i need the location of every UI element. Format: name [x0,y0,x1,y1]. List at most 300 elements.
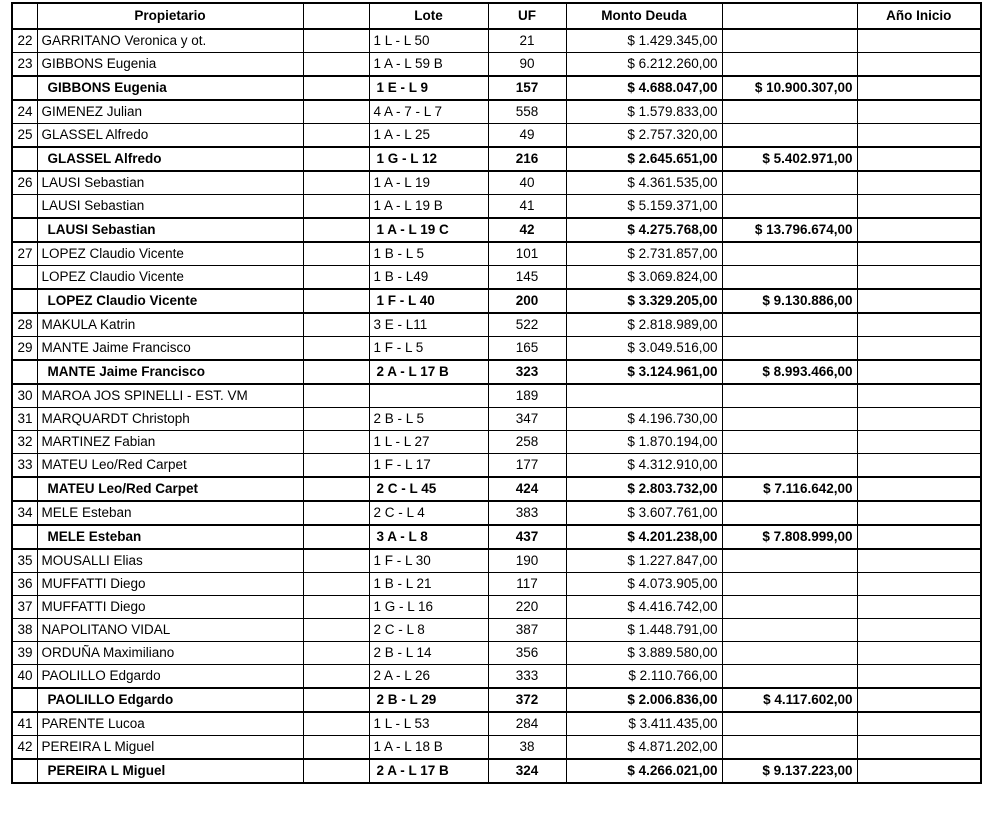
table-row-subtotal[interactable] [12,525,981,549]
cell-lote[interactable]: 1 A - L 25 [369,124,488,148]
cell-spacer[interactable] [303,431,369,454]
cell-uf[interactable]: 284 [488,712,566,736]
cell-uf[interactable]: 437 [488,525,566,549]
cell-monto-deuda[interactable]: $ 2.006.836,00 [566,688,722,712]
cell-index[interactable] [12,525,37,549]
cell-uf[interactable]: 145 [488,266,566,290]
cell-anio-inicio[interactable] [857,266,981,290]
cell-total[interactable] [722,665,857,689]
cell-propietario[interactable]: PEREIRA L Miguel [37,759,303,783]
cell-spacer[interactable] [303,218,369,242]
cell-spacer[interactable] [303,525,369,549]
cell-index[interactable]: 41 [12,712,37,736]
table-row[interactable] [12,665,981,689]
cell-monto-deuda[interactable]: $ 4.266.021,00 [566,759,722,783]
cell-total[interactable]: $ 8.993.466,00 [722,360,857,384]
cell-lote[interactable]: 1 B - L49 [369,266,488,290]
table-row[interactable] [12,736,981,760]
table-row[interactable] [12,596,981,619]
table-row[interactable] [12,124,981,148]
cell-spacer[interactable] [303,759,369,783]
cell-monto-deuda[interactable]: $ 1.579.833,00 [566,100,722,124]
column-header-lote: Lote [369,3,488,29]
cell-propietario[interactable]: ORDUÑA Maximiliano [37,642,303,665]
table-row-subtotal[interactable] [12,76,981,100]
cell-lote[interactable]: 2 B - L 14 [369,642,488,665]
cell-propietario[interactable]: MAROA JOS SPINELLI - EST. VM [37,384,303,408]
cell-spacer[interactable] [303,619,369,642]
cell-spacer[interactable] [303,289,369,313]
cell-monto-deuda[interactable]: $ 2.803.732,00 [566,477,722,501]
cell-spacer[interactable] [303,736,369,760]
cell-anio-inicio[interactable] [857,124,981,148]
cell-anio-inicio[interactable] [857,337,981,361]
table-row[interactable] [12,408,981,431]
cell-uf[interactable]: 200 [488,289,566,313]
cell-propietario[interactable]: PARENTE Lucoa [37,712,303,736]
table-row-subtotal[interactable] [12,759,981,783]
cell-propietario[interactable]: MOUSALLI Elias [37,549,303,573]
cell-spacer[interactable] [303,53,369,77]
column-header-monto-deuda: Monto Deuda [566,3,722,29]
cell-monto-deuda[interactable]: $ 4.688.047,00 [566,76,722,100]
cell-monto-deuda[interactable]: $ 4.073.905,00 [566,573,722,596]
cell-total[interactable] [722,100,857,124]
cell-anio-inicio[interactable] [857,712,981,736]
cell-lote[interactable]: 1 F - L 40 [369,289,488,313]
cell-index[interactable] [12,266,37,290]
cell-index[interactable] [12,195,37,219]
cell-lote[interactable] [369,384,488,408]
cell-index[interactable] [12,289,37,313]
cell-index[interactable]: 26 [12,171,37,195]
cell-monto-deuda[interactable]: $ 2.757.320,00 [566,124,722,148]
cell-anio-inicio[interactable] [857,477,981,501]
cell-spacer[interactable] [303,665,369,689]
cell-lote[interactable]: 3 A - L 8 [369,525,488,549]
cell-index[interactable]: 29 [12,337,37,361]
cell-monto-deuda[interactable]: $ 3.049.516,00 [566,337,722,361]
cell-propietario[interactable]: MUFFATTI Diego [37,596,303,619]
cell-anio-inicio[interactable] [857,53,981,77]
cell-anio-inicio[interactable] [857,619,981,642]
table-row[interactable] [12,53,981,77]
cell-monto-deuda[interactable] [566,384,722,408]
cell-lote[interactable]: 1 F - L 17 [369,454,488,478]
cell-uf[interactable]: 220 [488,596,566,619]
cell-propietario[interactable]: GLASSEL Alfredo [37,124,303,148]
cell-index[interactable]: 27 [12,242,37,266]
cell-total[interactable]: $ 5.402.971,00 [722,147,857,171]
cell-total[interactable] [722,501,857,525]
table-row[interactable] [12,454,981,478]
cell-anio-inicio[interactable] [857,242,981,266]
cell-lote[interactable]: 1 A - L 59 B [369,53,488,77]
cell-uf[interactable]: 258 [488,431,566,454]
cell-monto-deuda[interactable]: $ 5.159.371,00 [566,195,722,219]
cell-anio-inicio[interactable] [857,549,981,573]
cell-uf[interactable]: 90 [488,53,566,77]
column-header-index [12,3,37,29]
cell-propietario[interactable]: MELE Esteban [37,525,303,549]
cell-monto-deuda[interactable]: $ 3.607.761,00 [566,501,722,525]
cell-index[interactable]: 34 [12,501,37,525]
cell-anio-inicio[interactable] [857,76,981,100]
cell-monto-deuda[interactable]: $ 4.201.238,00 [566,525,722,549]
table-body [12,29,981,783]
cell-monto-deuda[interactable]: $ 2.645.651,00 [566,147,722,171]
cell-uf[interactable]: 38 [488,736,566,760]
cell-lote[interactable]: 2 B - L 29 [369,688,488,712]
cell-lote[interactable]: 2 B - L 5 [369,408,488,431]
debt-table [11,2,982,784]
cell-anio-inicio[interactable] [857,759,981,783]
table-row-subtotal[interactable] [12,289,981,313]
cell-monto-deuda[interactable]: $ 4.416.742,00 [566,596,722,619]
cell-spacer[interactable] [303,266,369,290]
cell-total[interactable] [722,642,857,665]
cell-monto-deuda[interactable]: $ 3.889.580,00 [566,642,722,665]
cell-total[interactable] [722,124,857,148]
cell-spacer[interactable] [303,147,369,171]
cell-propietario[interactable]: MAKULA Katrin [37,313,303,337]
table-row[interactable] [12,29,981,53]
cell-total[interactable]: $ 13.796.674,00 [722,218,857,242]
cell-index[interactable]: 31 [12,408,37,431]
table-header [12,3,981,29]
cell-anio-inicio[interactable] [857,454,981,478]
cell-uf[interactable]: 216 [488,147,566,171]
cell-total[interactable]: $ 9.137.223,00 [722,759,857,783]
cell-monto-deuda[interactable]: $ 3.069.824,00 [566,266,722,290]
cell-propietario[interactable]: LOPEZ Claudio Vicente [37,266,303,290]
cell-total[interactable] [722,408,857,431]
cell-anio-inicio[interactable] [857,218,981,242]
column-header-total [722,3,857,29]
cell-spacer[interactable] [303,337,369,361]
cell-total[interactable] [722,549,857,573]
cell-lote[interactable]: 1 A - L 19 [369,171,488,195]
cell-anio-inicio[interactable] [857,573,981,596]
cell-index[interactable] [12,218,37,242]
cell-index[interactable] [12,76,37,100]
cell-lote[interactable]: 2 C - L 45 [369,477,488,501]
cell-anio-inicio[interactable] [857,147,981,171]
cell-propietario[interactable]: MARQUARDT Christoph [37,408,303,431]
cell-anio-inicio[interactable] [857,431,981,454]
cell-lote[interactable]: 2 A - L 17 B [369,360,488,384]
column-header-spacer [303,3,369,29]
cell-uf[interactable]: 323 [488,360,566,384]
cell-anio-inicio[interactable] [857,688,981,712]
table-row[interactable] [12,384,981,408]
cell-total[interactable] [722,619,857,642]
cell-spacer[interactable] [303,712,369,736]
cell-index[interactable] [12,360,37,384]
cell-propietario[interactable]: GIBBONS Eugenia [37,76,303,100]
table-row[interactable] [12,619,981,642]
cell-uf[interactable]: 522 [488,313,566,337]
cell-total[interactable]: $ 7.116.642,00 [722,477,857,501]
cell-uf[interactable]: 190 [488,549,566,573]
cell-uf[interactable]: 387 [488,619,566,642]
cell-anio-inicio[interactable] [857,501,981,525]
cell-monto-deuda[interactable]: $ 1.227.847,00 [566,549,722,573]
cell-anio-inicio[interactable] [857,29,981,53]
cell-total[interactable] [722,337,857,361]
cell-spacer[interactable] [303,477,369,501]
cell-uf[interactable]: 157 [488,76,566,100]
cell-total[interactable] [722,195,857,219]
table-row[interactable] [12,313,981,337]
cell-total[interactable] [722,53,857,77]
cell-uf[interactable]: 424 [488,477,566,501]
cell-spacer[interactable] [303,100,369,124]
table-row[interactable] [12,266,981,290]
cell-total[interactable]: $ 9.130.886,00 [722,289,857,313]
cell-propietario[interactable]: LOPEZ Claudio Vicente [37,289,303,313]
cell-total[interactable] [722,242,857,266]
cell-monto-deuda[interactable]: $ 3.411.435,00 [566,712,722,736]
table-row-subtotal[interactable] [12,688,981,712]
cell-monto-deuda[interactable]: $ 3.329.205,00 [566,289,722,313]
cell-index[interactable] [12,477,37,501]
table-row[interactable] [12,431,981,454]
cell-anio-inicio[interactable] [857,525,981,549]
cell-lote[interactable]: 1 F - L 30 [369,549,488,573]
cell-lote[interactable]: 2 A - L 26 [369,665,488,689]
cell-spacer[interactable] [303,76,369,100]
cell-uf[interactable]: 324 [488,759,566,783]
cell-uf[interactable]: 117 [488,573,566,596]
cell-monto-deuda[interactable]: $ 2.110.766,00 [566,665,722,689]
cell-index[interactable]: 33 [12,454,37,478]
cell-spacer[interactable] [303,384,369,408]
cell-monto-deuda[interactable]: $ 6.212.260,00 [566,53,722,77]
cell-propietario[interactable]: MARTINEZ Fabian [37,431,303,454]
cell-total[interactable] [722,712,857,736]
cell-index[interactable]: 28 [12,313,37,337]
cell-index[interactable]: 40 [12,665,37,689]
cell-propietario[interactable]: LOPEZ Claudio Vicente [37,242,303,266]
cell-propietario[interactable]: MANTE Jaime Francisco [37,337,303,361]
cell-propietario[interactable]: GLASSEL Alfredo [37,147,303,171]
cell-propietario[interactable]: PAOLILLO Edgardo [37,688,303,712]
cell-total[interactable] [722,431,857,454]
table-row[interactable] [12,195,981,219]
cell-total[interactable] [722,171,857,195]
table-row[interactable] [12,642,981,665]
cell-spacer[interactable] [303,688,369,712]
cell-spacer[interactable] [303,124,369,148]
cell-lote[interactable]: 1 G - L 12 [369,147,488,171]
cell-anio-inicio[interactable] [857,596,981,619]
cell-propietario[interactable]: LAUSI Sebastian [37,195,303,219]
cell-anio-inicio[interactable] [857,408,981,431]
cell-uf[interactable]: 177 [488,454,566,478]
cell-anio-inicio[interactable] [857,195,981,219]
cell-lote[interactable]: 3 E - L11 [369,313,488,337]
cell-total[interactable] [722,573,857,596]
header-row [12,3,981,29]
cell-anio-inicio[interactable] [857,171,981,195]
cell-propietario[interactable]: MATEU Leo/Red Carpet [37,477,303,501]
cell-anio-inicio[interactable] [857,313,981,337]
table-row-subtotal[interactable] [12,147,981,171]
cell-uf[interactable]: 101 [488,242,566,266]
cell-total[interactable] [722,736,857,760]
cell-index[interactable]: 32 [12,431,37,454]
table-row[interactable] [12,242,981,266]
cell-propietario[interactable]: PAOLILLO Edgardo [37,665,303,689]
cell-uf[interactable]: 49 [488,124,566,148]
cell-anio-inicio[interactable] [857,100,981,124]
cell-anio-inicio[interactable] [857,289,981,313]
cell-propietario[interactable]: PEREIRA L Miguel [37,736,303,760]
cell-index[interactable]: 37 [12,596,37,619]
cell-propietario[interactable]: MATEU Leo/Red Carpet [37,454,303,478]
table-row[interactable] [12,573,981,596]
column-header-uf: UF [488,3,566,29]
cell-propietario[interactable]: LAUSI Sebastian [37,218,303,242]
cell-anio-inicio[interactable] [857,360,981,384]
cell-spacer[interactable] [303,171,369,195]
cell-anio-inicio[interactable] [857,665,981,689]
table-row[interactable] [12,501,981,525]
cell-spacer[interactable] [303,313,369,337]
cell-lote[interactable]: 2 C - L 8 [369,619,488,642]
cell-monto-deuda[interactable]: $ 4.871.202,00 [566,736,722,760]
cell-uf[interactable]: 165 [488,337,566,361]
cell-anio-inicio[interactable] [857,736,981,760]
cell-monto-deuda[interactable]: $ 2.731.857,00 [566,242,722,266]
cell-lote[interactable]: 1 L - L 50 [369,29,488,53]
cell-total[interactable] [722,384,857,408]
table-row[interactable] [12,337,981,361]
cell-index[interactable]: 30 [12,384,37,408]
cell-propietario[interactable]: MELE Esteban [37,501,303,525]
cell-total[interactable] [722,454,857,478]
cell-index[interactable] [12,688,37,712]
cell-propietario[interactable]: LAUSI Sebastian [37,171,303,195]
cell-uf[interactable]: 347 [488,408,566,431]
cell-uf[interactable]: 558 [488,100,566,124]
cell-total[interactable] [722,29,857,53]
cell-index[interactable]: 23 [12,53,37,77]
cell-index[interactable]: 38 [12,619,37,642]
cell-lote[interactable]: 1 L - L 53 [369,712,488,736]
cell-index[interactable] [12,759,37,783]
cell-total[interactable]: $ 7.808.999,00 [722,525,857,549]
cell-uf[interactable]: 42 [488,218,566,242]
cell-monto-deuda[interactable]: $ 4.312.910,00 [566,454,722,478]
cell-index[interactable]: 22 [12,29,37,53]
cell-propietario[interactable]: MANTE Jaime Francisco [37,360,303,384]
cell-index[interactable]: 35 [12,549,37,573]
cell-spacer[interactable] [303,454,369,478]
cell-monto-deuda[interactable]: $ 1.429.345,00 [566,29,722,53]
cell-index[interactable]: 25 [12,124,37,148]
cell-spacer[interactable] [303,408,369,431]
cell-propietario[interactable]: MUFFATTI Diego [37,573,303,596]
cell-total[interactable] [722,596,857,619]
cell-index[interactable] [12,147,37,171]
cell-monto-deuda[interactable]: $ 4.196.730,00 [566,408,722,431]
cell-monto-deuda[interactable]: $ 4.361.535,00 [566,171,722,195]
cell-spacer[interactable] [303,642,369,665]
table-row[interactable] [12,171,981,195]
cell-monto-deuda[interactable]: $ 1.448.791,00 [566,619,722,642]
cell-monto-deuda[interactable]: $ 2.818.989,00 [566,313,722,337]
cell-propietario[interactable]: GIBBONS Eugenia [37,53,303,77]
cell-spacer[interactable] [303,195,369,219]
cell-uf[interactable]: 21 [488,29,566,53]
cell-spacer[interactable] [303,29,369,53]
cell-index[interactable]: 39 [12,642,37,665]
cell-lote[interactable]: 1 G - L 16 [369,596,488,619]
cell-lote[interactable]: 1 E - L 9 [369,76,488,100]
cell-anio-inicio[interactable] [857,384,981,408]
cell-lote[interactable]: 1 B - L 21 [369,573,488,596]
table-row[interactable] [12,100,981,124]
cell-lote[interactable]: 1 B - L 5 [369,242,488,266]
table-row-subtotal[interactable] [12,477,981,501]
cell-index[interactable]: 24 [12,100,37,124]
cell-propietario[interactable]: NAPOLITANO VIDAL [37,619,303,642]
table-row[interactable] [12,712,981,736]
cell-spacer[interactable] [303,573,369,596]
cell-total[interactable] [722,266,857,290]
column-header-anio-inicio: Año Inicio [857,3,981,29]
cell-uf[interactable]: 383 [488,501,566,525]
cell-spacer[interactable] [303,360,369,384]
cell-lote[interactable]: 1 A - L 19 B [369,195,488,219]
cell-uf[interactable]: 40 [488,171,566,195]
cell-spacer[interactable] [303,242,369,266]
cell-total[interactable]: $ 4.117.602,00 [722,688,857,712]
cell-uf[interactable]: 189 [488,384,566,408]
cell-propietario[interactable]: GIMENEZ Julian [37,100,303,124]
cell-total[interactable] [722,313,857,337]
cell-index[interactable]: 36 [12,573,37,596]
table-row[interactable] [12,549,981,573]
cell-uf[interactable]: 356 [488,642,566,665]
cell-lote[interactable]: 1 A - L 19 C [369,218,488,242]
cell-spacer[interactable] [303,596,369,619]
cell-index[interactable]: 42 [12,736,37,760]
cell-lote[interactable]: 2 C - L 4 [369,501,488,525]
cell-uf[interactable]: 41 [488,195,566,219]
cell-lote[interactable]: 1 A - L 18 B [369,736,488,760]
cell-uf[interactable]: 372 [488,688,566,712]
cell-uf[interactable]: 333 [488,665,566,689]
cell-monto-deuda[interactable]: $ 4.275.768,00 [566,218,722,242]
cell-monto-deuda[interactable]: $ 1.870.194,00 [566,431,722,454]
column-header-propietario: Propietario [37,3,303,29]
table-row-subtotal[interactable] [12,218,981,242]
cell-anio-inicio[interactable] [857,642,981,665]
cell-total[interactable]: $ 10.900.307,00 [722,76,857,100]
cell-propietario[interactable]: GARRITANO Veronica y ot. [37,29,303,53]
cell-lote[interactable]: 2 A - L 17 B [369,759,488,783]
cell-spacer[interactable] [303,501,369,525]
cell-spacer[interactable] [303,549,369,573]
cell-lote[interactable]: 1 L - L 27 [369,431,488,454]
cell-lote[interactable]: 1 F - L 5 [369,337,488,361]
cell-monto-deuda[interactable]: $ 3.124.961,00 [566,360,722,384]
cell-lote[interactable]: 4 A - 7 - L 7 [369,100,488,124]
table-row-subtotal[interactable] [12,360,981,384]
